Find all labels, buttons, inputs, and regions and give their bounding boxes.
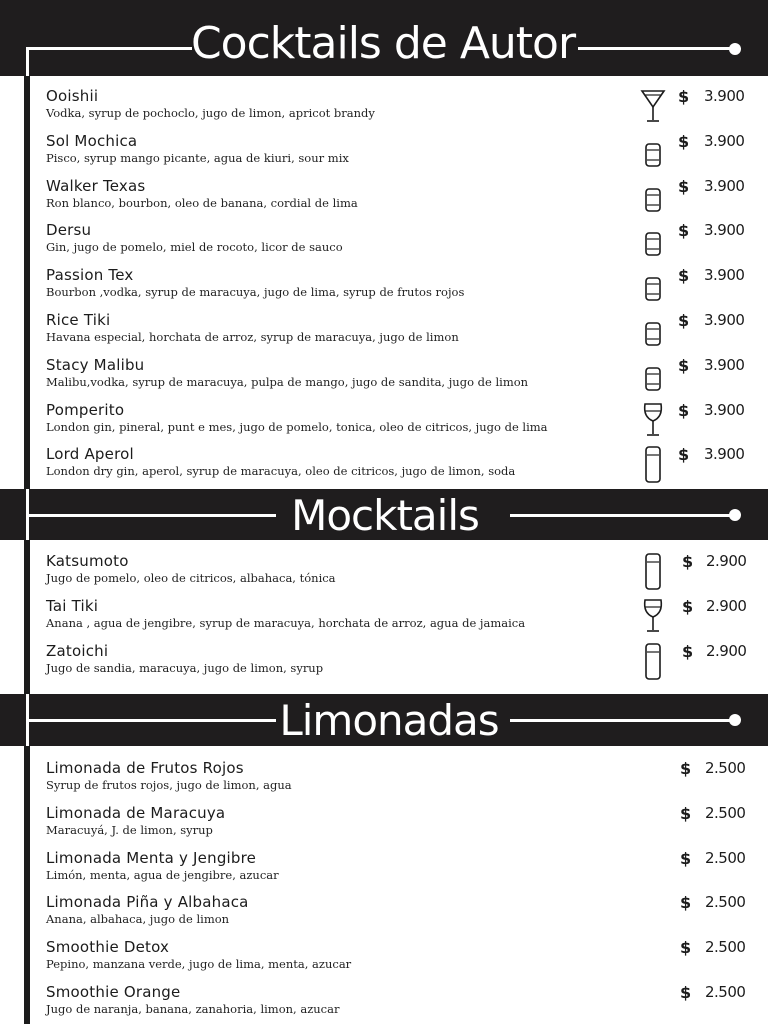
item-description: Anana, albahaca, jugo de limon: [46, 912, 230, 927]
currency-symbol: $: [678, 87, 690, 106]
currency-symbol: $: [680, 983, 692, 1002]
currency-symbol: $: [678, 355, 690, 375]
item-price: 2.900: [706, 641, 747, 660]
currency-symbol: $: [678, 311, 690, 330]
menu-item: [46, 445, 746, 489]
section-title: Mocktails: [291, 491, 479, 540]
item-price: 2.500: [705, 938, 746, 957]
wine-glass-icon: [640, 597, 666, 637]
item-name: Katsumoto: [46, 552, 129, 570]
item-description: Syrup de frutos rojos, jugo de limon, agua: [46, 778, 292, 792]
menu-item: [46, 221, 746, 265]
item-name: Walker Texas: [46, 176, 146, 195]
section-header-limonadas: [0, 694, 768, 746]
highball-glass-icon: [640, 642, 666, 682]
menu-item: [46, 759, 746, 803]
currency-symbol: $: [678, 176, 690, 196]
item-name: Sol Mochica: [46, 131, 138, 150]
bullet-dot: [729, 714, 741, 726]
section-title: Cocktails de Autor: [190, 18, 576, 69]
currency-symbol: $: [678, 131, 690, 151]
menu-item: [46, 893, 746, 937]
item-description: Maracuyá, J. de limon, syrup: [46, 822, 213, 837]
tumbler-glass-icon: [640, 132, 666, 172]
item-name: Smoothie Orange: [46, 983, 181, 1001]
wine-glass-icon: [640, 401, 666, 441]
item-price: 2.500: [705, 983, 746, 1001]
tumbler-glass-icon: [640, 221, 666, 261]
item-price: 3.900: [704, 87, 745, 105]
item-name: Pomperito: [46, 400, 125, 419]
menu-item: [46, 266, 746, 310]
item-name: Smoothie Detox: [46, 938, 170, 957]
menu-item: [46, 401, 746, 445]
bullet-dot: [729, 509, 741, 521]
item-price: 3.900: [704, 176, 745, 195]
currency-symbol: $: [680, 938, 692, 958]
menu-item: [46, 849, 746, 893]
currency-symbol: $: [680, 803, 692, 823]
item-price: 3.900: [704, 445, 745, 464]
item-name: Ooishii: [46, 87, 99, 105]
menu-item: [46, 552, 746, 596]
tumbler-glass-icon: [640, 311, 666, 351]
item-price: 3.900: [704, 311, 745, 329]
section-header-cocktails: [0, 0, 768, 76]
menu-item: [46, 356, 746, 400]
menu-item: [46, 132, 746, 176]
item-name: Limonada de Frutos Rojos: [46, 759, 244, 777]
currency-symbol: $: [680, 893, 692, 913]
item-price: 3.900: [704, 266, 745, 285]
item-price: 2.500: [705, 759, 746, 777]
currency-symbol: $: [678, 400, 690, 420]
highball-glass-icon: [640, 552, 666, 592]
item-description: Jugo de naranja, banana, zanahoria, limon, azucar: [46, 1002, 340, 1016]
tumbler-glass-icon: [640, 356, 666, 396]
menu-item: [46, 311, 746, 355]
item-price: 2.500: [705, 803, 746, 822]
item-price: 3.900: [704, 355, 745, 374]
item-name: Tai Tiki: [46, 596, 99, 615]
section-header-mocktails: [0, 489, 768, 540]
item-name: Dersu: [46, 221, 92, 240]
menu-item: [46, 804, 746, 848]
currency-symbol: $: [680, 848, 692, 868]
currency-symbol: $: [682, 596, 694, 616]
item-price: 2.900: [706, 596, 747, 615]
item-name: Limonada de Maracuya: [46, 803, 226, 822]
item-description: London gin, pineral, punt e mes, jugo de pomelo, tonica, oleo de citricos, jugo de lima: [46, 419, 548, 434]
item-price: 3.900: [704, 400, 745, 419]
item-name: Lord Aperol: [46, 445, 134, 464]
item-description: Pepino, manzana verde, jugo de lima, menta, azucar: [46, 957, 352, 972]
currency-symbol: $: [678, 445, 690, 465]
menu-item: [46, 938, 746, 982]
tumbler-glass-icon: [640, 266, 666, 306]
menu-item: [46, 983, 746, 1027]
item-price: 3.900: [704, 221, 745, 240]
currency-symbol: $: [678, 266, 690, 286]
highball-glass-icon: [640, 445, 666, 485]
menu-item: [46, 87, 746, 131]
item-description: Jugo de sandia, maracuya, jugo de limon, syrup: [46, 660, 324, 675]
tumbler-glass-icon: [640, 177, 666, 217]
menu-item: [46, 642, 746, 686]
item-description: Jugo de pomelo, oleo de citricos, albahaca, tónica: [46, 571, 336, 585]
item-price: 3.900: [704, 131, 745, 150]
section-title: Limonadas: [279, 696, 499, 745]
item-description: Vodka, syrup de pochoclo, jugo de limon, apricot brandy: [46, 106, 375, 120]
currency-symbol: $: [678, 221, 690, 241]
bullet-dot: [729, 43, 741, 55]
currency-symbol: $: [682, 641, 694, 661]
item-description: Havana especial, horchata de arroz, syrup de maracuya, jugo de limon: [46, 330, 459, 344]
item-description: Pisco, syrup mango picante, agua de kiuri, sour mix: [46, 150, 349, 165]
item-price: 2.900: [706, 552, 747, 570]
currency-symbol: $: [682, 552, 694, 571]
item-name: Limonada Menta y Jengibre: [46, 848, 257, 867]
item-description: Anana , agua de jengibre, syrup de maracuya, horchata de arroz, agua de jamaica: [46, 615, 526, 630]
item-description: Bourbon ,vodka, syrup de maracuya, jugo de lima, syrup de frutos rojos: [46, 285, 465, 300]
item-name: Passion Tex: [46, 266, 134, 285]
item-description: Ron blanco, bourbon, oleo de banana, cordial de lima: [46, 195, 358, 210]
item-description: Malibu,vodka, syrup de maracuya, pulpa de mango, jugo de sandita, jugo de limon: [46, 374, 529, 389]
item-description: London dry gin, aperol, syrup de maracuya, oleo de citricos, jugo de limon, soda: [46, 464, 516, 479]
menu-item: [46, 597, 746, 641]
item-name: Limonada Piña y Albahaca: [46, 893, 249, 912]
menu-item: [46, 177, 746, 221]
item-description: Limón, menta, agua de jengibre, azucar: [46, 867, 279, 882]
martini-glass-icon: [640, 87, 666, 127]
item-name: Zatoichi: [46, 641, 109, 660]
currency-symbol: $: [680, 759, 692, 778]
item-name: Rice Tiki: [46, 311, 111, 329]
item-name: Stacy Malibu: [46, 355, 145, 374]
item-price: 2.500: [705, 848, 746, 867]
item-price: 2.500: [705, 893, 746, 912]
item-description: Gin, jugo de pomelo, miel de rocoto, licor de sauco: [46, 240, 343, 255]
